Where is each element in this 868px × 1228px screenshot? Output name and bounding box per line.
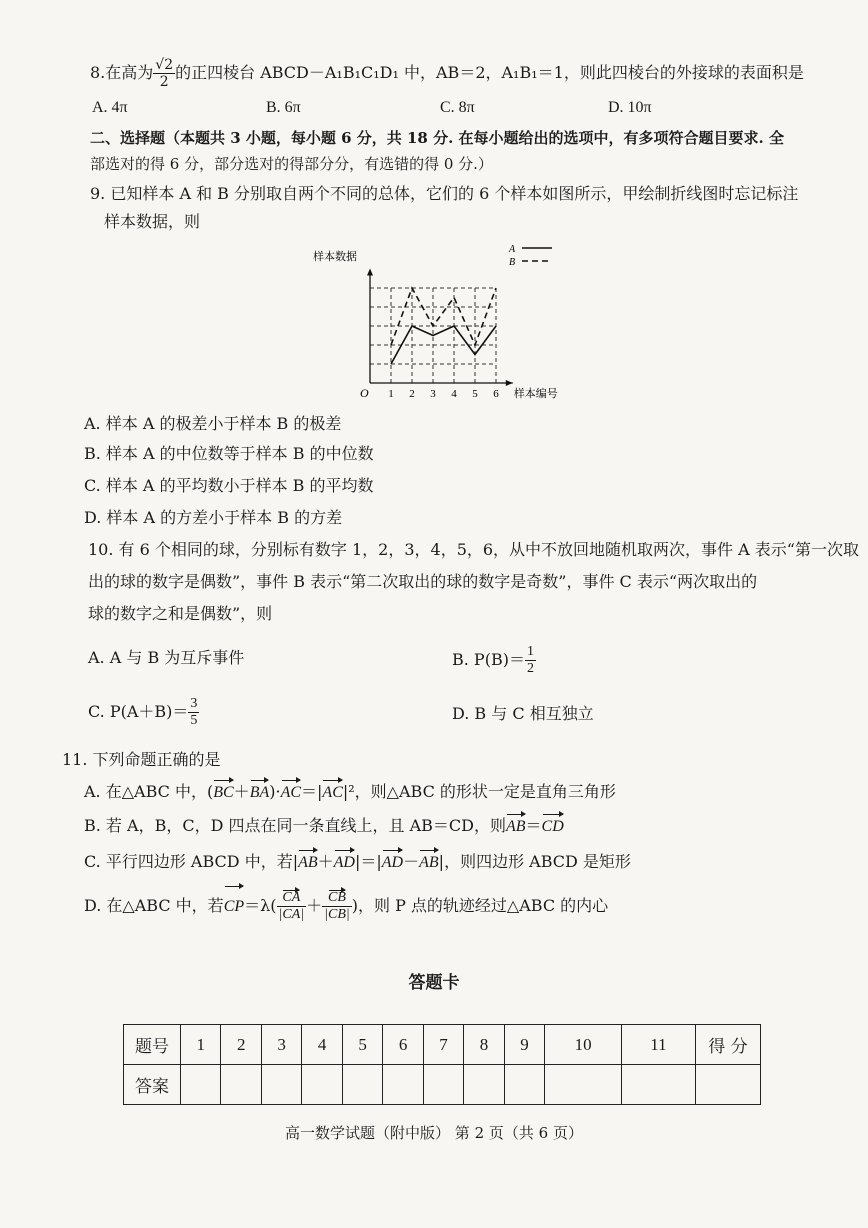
question-number-cell: 4 <box>302 1025 342 1065</box>
legend-label-b: B <box>509 257 516 268</box>
score-cell[interactable] <box>696 1065 761 1105</box>
question-number-cell: 9 <box>504 1025 544 1065</box>
q9-option-c: C. 样本 A 的平均数小于样本 B 的平均数 <box>84 476 374 495</box>
q10-option-d: D. B 与 C 相互独立 <box>452 704 594 723</box>
question-number-cell: 10 <box>545 1025 622 1065</box>
q10-option-a: A. A 与 B 为互斥事件 <box>88 648 245 667</box>
section-2-heading-cont: 部选对的得 6 分，部分选对的得部分分，有选错的得 0 分.） <box>90 155 493 173</box>
x-axis-arrow <box>506 380 513 386</box>
q8-option-a: A. 4π <box>92 99 128 116</box>
x-tick-label: 5 <box>472 388 478 400</box>
x-axis-label: 样本编号 <box>513 387 558 400</box>
x-tick-label: 1 <box>388 388 394 400</box>
y-axis-label: 样本数据 <box>313 250 357 263</box>
answer-cell[interactable] <box>261 1065 301 1105</box>
origin-label: O <box>360 386 369 400</box>
chart-labels <box>313 244 558 400</box>
q9-option-d: D. 样本 A 的方差小于样本 B 的方差 <box>84 508 343 527</box>
q11-option-d: D. 在△ABC 中，若CP＝λ( $\frac{CA}{|CA|}$ ＋ $\frac{CB}{|CB|}$ )，则 P 点的轨迹经过△ABC 的内心 <box>84 886 608 927</box>
answer-card-header-row <box>124 1025 761 1065</box>
q10-stem-line1: 10. 有 6 个相同的球，分别标有数字 1，2，3，4，5，6，从中不放回地随机取两次，事件 A 表示“第一次取 <box>88 540 859 559</box>
q10-option-b: B. P(B)＝ $\frac{1}{2}$ <box>452 644 534 676</box>
answer-cell[interactable] <box>302 1065 342 1105</box>
answer-cell[interactable] <box>504 1065 544 1105</box>
q8-option-c: C. 8π <box>440 99 475 116</box>
answer-card-table <box>123 1024 761 1105</box>
q8-option-d: D. 10π <box>608 99 652 116</box>
legend-label-a: A <box>509 244 516 255</box>
x-tick-label: 3 <box>430 388 436 400</box>
answer-cell[interactable] <box>545 1065 622 1105</box>
q10-option-c: C. P(A＋B)＝ $\frac{3}{5}$ <box>88 696 198 728</box>
question-number-label: 题号 <box>124 1025 181 1065</box>
answer-label: 答案 <box>124 1065 181 1105</box>
q9-stem-line2: 样本数据，则 <box>104 212 201 231</box>
question-number-cell: 6 <box>383 1025 423 1065</box>
q9-option-a: A. 样本 A 的极差小于样本 B 的极差 <box>84 414 342 433</box>
q9-stem-line1: 9. 已知样本 A 和 B 分别取自两个不同的总体，它们的 6 个样本如图所示，甲绘制折线图时忘记标注 <box>90 184 799 203</box>
q11-option-b: B. 若 A，B，C，D 四点在同一条直线上，且 AB＝CD，则AB＝CD <box>84 814 564 839</box>
q10-stem-line3: 球的数字之和是偶数”，则 <box>88 604 273 623</box>
x-tick-label: 2 <box>409 388 415 400</box>
section-2-heading: 二、选择题（本题共 3 小题，每小题 6 分，共 18 分. 在每小题给出的选项中，有多项符合题目要求. 全 <box>90 129 784 147</box>
q8-option-b: B. 6π <box>266 99 301 116</box>
q11-stem: 11. 下列命题正确的是 <box>62 750 221 769</box>
x-tick-label: 6 <box>493 388 499 400</box>
q9-option-b: B. 样本 A 的中位数等于样本 B 的中位数 <box>84 444 374 463</box>
question-number-cell: 5 <box>342 1025 382 1065</box>
question-number-cell: 2 <box>221 1025 261 1065</box>
answer-cell[interactable] <box>342 1065 382 1105</box>
y-axis-arrow <box>367 269 373 276</box>
q11-option-a: A. 在△ABC 中，(BC＋BA)·AC＝|AC|²，则△ABC 的形状一定是直角三角形 <box>84 780 616 805</box>
q9-line-chart <box>300 240 580 408</box>
answer-card-title: 答题卡 <box>408 973 460 993</box>
question-number-cell: 11 <box>621 1025 695 1065</box>
question-number-cell: 1 <box>181 1025 221 1065</box>
answer-cell[interactable] <box>383 1065 423 1105</box>
q10-stem-line2: 出的球的数字是偶数”，事件 B 表示“第二次取出的球的数字是奇数”，事件 C 表示“两次取出的 <box>88 572 758 591</box>
answer-cell[interactable] <box>423 1065 463 1105</box>
question-number-cell: 8 <box>464 1025 504 1065</box>
q11-option-c: C. 平行四边形 ABCD 中，若|AB＋AD|＝|AD－AB|，则四边形 ABCD 是矩形 <box>84 850 631 875</box>
question-number-cell: 7 <box>423 1025 463 1065</box>
chart-axes <box>367 269 513 387</box>
q8-stem: 8.在高为 $\frac{√2}{2}$ 的正四棱台 ABCD－A₁B₁C₁D₁ 中，AB＝2，A₁B₁＝1，则此四棱台的外接球的表面积是 <box>90 57 804 90</box>
answer-cell[interactable] <box>181 1065 221 1105</box>
question-number-cell: 3 <box>261 1025 301 1065</box>
answer-cell[interactable] <box>621 1065 695 1105</box>
answer-card-answer-row <box>124 1065 761 1105</box>
answer-cell[interactable] <box>221 1065 261 1105</box>
page-footer: 高一数学试题（附中版） 第 2 页（共 6 页） <box>285 1124 583 1142</box>
x-tick-label: 4 <box>451 388 457 400</box>
q8-height-fraction: $\frac{√2}{2}$ <box>155 57 174 90</box>
score-label: 得 分 <box>696 1025 761 1065</box>
answer-cell[interactable] <box>464 1065 504 1105</box>
